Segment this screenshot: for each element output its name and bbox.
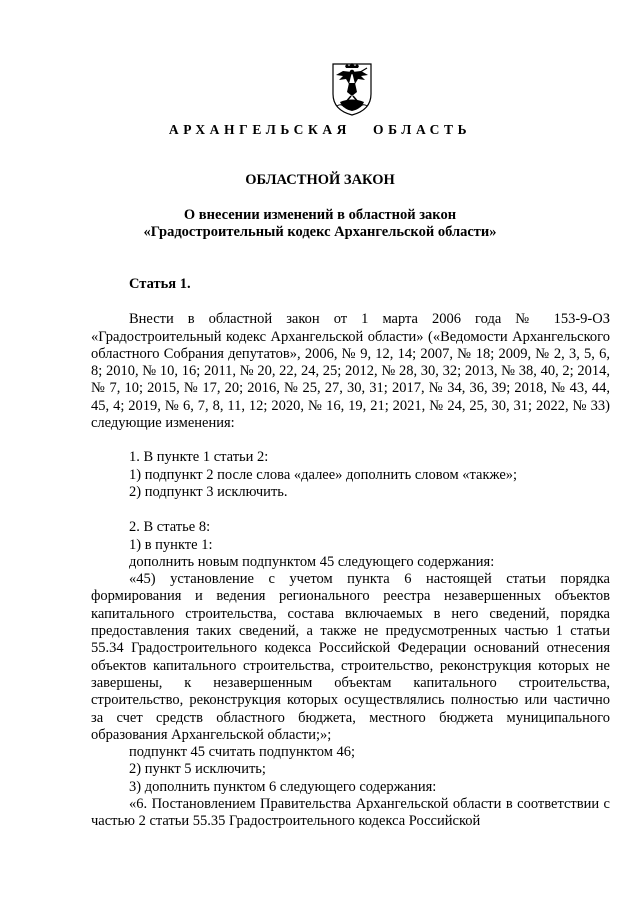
item-2-subitem: 1) в пункте 1:: [129, 536, 213, 553]
item-2-renumber-line: подпункт 45 считать подпунктом 46;: [129, 744, 356, 761]
quoted-subparagraph-45: «45) установление с учетом пункта 6 настоящей статьи порядка формирования и ведения регионального реестра незавершенных объектов капитального строительства, состава включаемых в него сведений, порядка предоставления таких сведений, а также не предусмотренных частью 1 статьи 55.34 Градостроительного кодекса Российской Федерации оснований отнесения объектов капитального строительства, строительство, реконструкция которых не завершены, к незавершенным объектам капитального строительства, строительство, реконструкция которых осуществлялись полностью или частично за счет средств областного бюджета, местного бюджета муниципального образования Архангельской области;»;: [91, 571, 610, 743]
item-2-subitem: 3) дополнить пунктом 6 следующего содержания:: [129, 778, 437, 795]
document-type: ОБЛАСТНОЙ ЗАКОН: [245, 172, 395, 188]
law-body: [91, 276, 610, 831]
article-intro-paragraph: Внести в областной закон от 1 марта 2006 года № 153-9-ОЗ «Градостроительный кодекс Архангельской области» («Ведомости Архангельского областного Собрания депутатов», 2006, № 9, 12, 14; 2007, № 18; 2009, № 2, 3, 5, 6, 8; 2010, № 10, 16; 2011, № 20, 22, 24, 25; 2012, № 28, 30, 32; 2013, № 38, 40, 2; 2014, № 7, 10; 2015, № 17, 20; 2016, № 25, 27, 30, 31; 2017, № 34, 36, 39; 2018, № 43, 44, 45, 4; 2019, № 6, 7, 8, 11, 12; 2020, № 16, 19, 21; 2021, № 24, 25, 30, 31; 2022, № 33) следующие изменения:: [91, 311, 610, 432]
article-heading: Статья 1.: [129, 276, 191, 292]
item-2-heading: 2. В статье 8:: [129, 519, 211, 536]
item-2-subitem: 2) пункт 5 исключить;: [129, 761, 266, 778]
quoted-paragraph-6: «6. Постановлением Правительства Архангельской области в соответствии с частью 2 статьи 55.35 Градостроительного кодекса Российской: [91, 796, 610, 830]
law-title-line: «Градостроительный кодекс Архангельской области»: [143, 224, 497, 240]
law-title: [0, 207, 640, 241]
law-title-line: О внесении изменений в областной закон: [183, 207, 457, 223]
item-1-heading: 1. В пункте 1 статьи 2:: [129, 449, 269, 466]
region-name: АРХАНГЕЛЬСКАЯ ОБЛАСТЬ: [168, 122, 472, 137]
item-1-line: 1) подпункт 2 после слова «далее» дополнить словом «также»;: [129, 466, 518, 483]
coat-of-arms-icon: [331, 62, 373, 116]
item-1-line: 2) подпункт 3 исключить.: [129, 483, 288, 500]
item-2-add-line: дополнить новым подпунктом 45 следующего содержания:: [129, 553, 495, 570]
